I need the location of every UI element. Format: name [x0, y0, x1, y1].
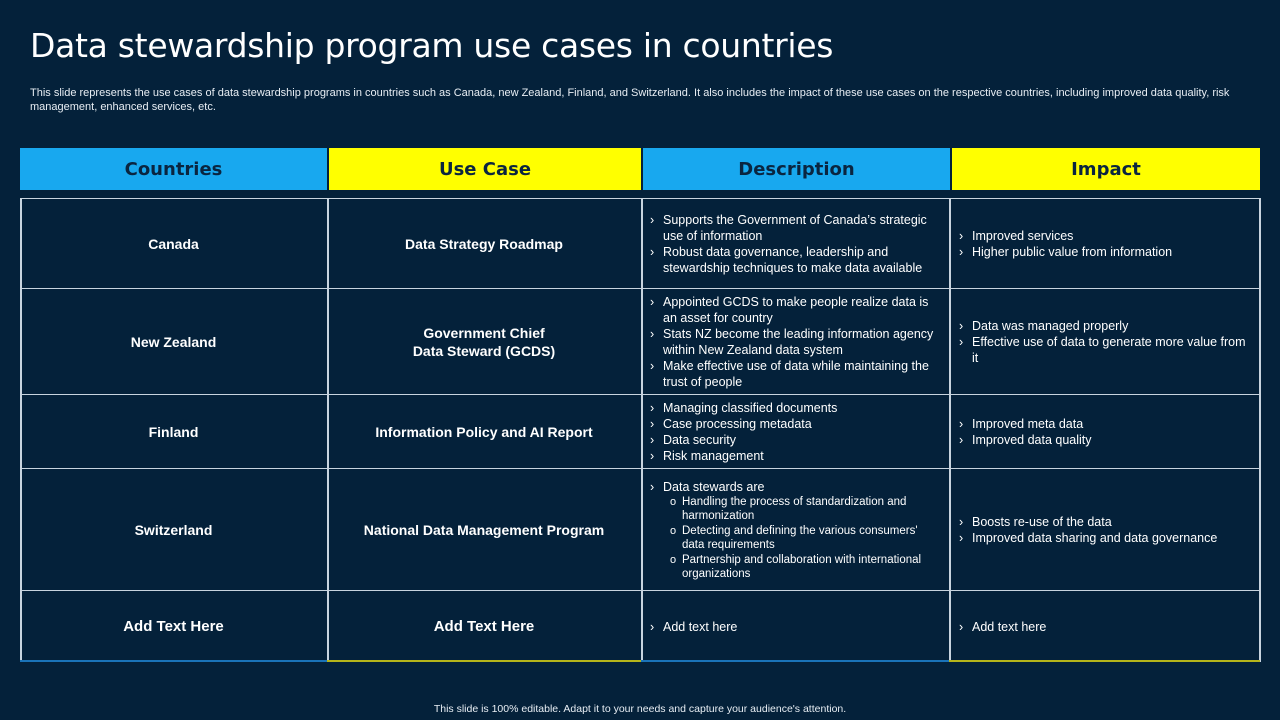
use-case-table — [20, 198, 1260, 662]
country-cell: Canada — [148, 236, 199, 252]
description-cell — [643, 395, 943, 469]
description-sub-bullet: o Handling the process of standardization and harmonization — [643, 495, 943, 524]
use-case-cell: Information Policy and AI Report — [375, 424, 593, 440]
table-row — [20, 394, 1260, 469]
description-sub-bullet: o Partnership and collaboration with international organizations — [643, 553, 943, 582]
impact-bullet: › Boosts re-use of the data — [952, 514, 1217, 530]
description-bullet: › Robust data governance, leadership and stewardship techniques to make data available — [643, 244, 943, 276]
impact-bullet: › Improved services — [952, 228, 1172, 244]
use-case-cell — [327, 289, 641, 395]
description-cell — [643, 289, 943, 395]
description-bullet: › Case processing metadata — [643, 416, 837, 432]
use-case-cell: Data Strategy Roadmap — [405, 236, 563, 252]
table-bottom-border — [20, 660, 327, 662]
header-description: Description — [643, 148, 950, 190]
impact-cell — [952, 591, 1252, 663]
header-impact: Impact — [952, 148, 1260, 190]
country-cell: Switzerland — [134, 522, 213, 538]
impact-cell — [952, 289, 1252, 395]
country-cell: Add Text Here — [123, 618, 224, 635]
description-bullet: › Stats NZ become the leading information agency within New Zealand data system — [643, 326, 943, 358]
description-bullet: › Managing classified documents — [643, 400, 837, 416]
impact-bullet: › Data was managed properly — [952, 318, 1252, 334]
table-bottom-border — [327, 660, 641, 662]
description-cell — [643, 199, 943, 289]
description-bullet: › Risk management — [643, 448, 837, 464]
impact-cell — [952, 469, 1252, 591]
use-case-cell: Add Text Here — [433, 618, 535, 635]
header-use-case: Use Case — [329, 148, 641, 190]
impact-bullet: › Improved meta data — [952, 416, 1092, 432]
table-bottom-border — [949, 660, 1260, 662]
country-cell: New Zealand — [130, 334, 217, 350]
impact-bullet: › Higher public value from information — [952, 244, 1172, 260]
description-cell — [643, 469, 943, 591]
impact-bullet: › Add text here — [952, 619, 1046, 635]
description-bullet: › Data security — [643, 432, 837, 448]
description-bullet: › Supports the Government of Canada’s strategic use of information — [643, 212, 943, 244]
description-bullet: › Make effective use of data while maintaining the trust of people — [643, 358, 943, 390]
country-cell: Finland — [148, 424, 199, 440]
table-row — [20, 198, 1260, 289]
description-bullet: › Add text here — [643, 619, 737, 635]
table-row — [20, 468, 1260, 591]
description-bullet: › Data stewards are — [643, 479, 943, 495]
description-cell — [643, 591, 943, 663]
slide-footer: This slide is 100% editable. Adapt it to your needs and capture your audience's attention. — [433, 703, 847, 715]
table-bottom-border — [641, 660, 949, 662]
slide-title: Data stewardship program use cases in countries — [30, 26, 834, 65]
use-case-line: Government Chief — [423, 325, 545, 341]
description-bullet: › Appointed GCDS to make people realize data is an asset for country — [643, 294, 943, 326]
slide-subtitle: This slide represents the use cases of data stewardship programs in countries such as Canada, new Zealand, Finland, and Switzerland. It also includes the impact of these use cases on the respective countries, including improved data quality, risk management, enhanced services, etc. — [30, 87, 1230, 113]
table-row — [20, 288, 1260, 395]
use-case-cell: National Data Management Program — [363, 522, 605, 538]
description-sub-bullet: o Detecting and defining the various consumers' data requirements — [643, 524, 943, 553]
impact-cell — [952, 395, 1252, 469]
impact-cell — [952, 199, 1252, 289]
use-case-line: Data Steward (GCDS) — [412, 343, 556, 359]
impact-bullet: › Improved data sharing and data governance — [952, 530, 1217, 546]
header-countries: Countries — [20, 148, 327, 190]
impact-bullet: › Effective use of data to generate more value from it — [952, 334, 1252, 366]
table-row — [20, 590, 1260, 663]
impact-bullet: › Improved data quality — [952, 432, 1092, 448]
